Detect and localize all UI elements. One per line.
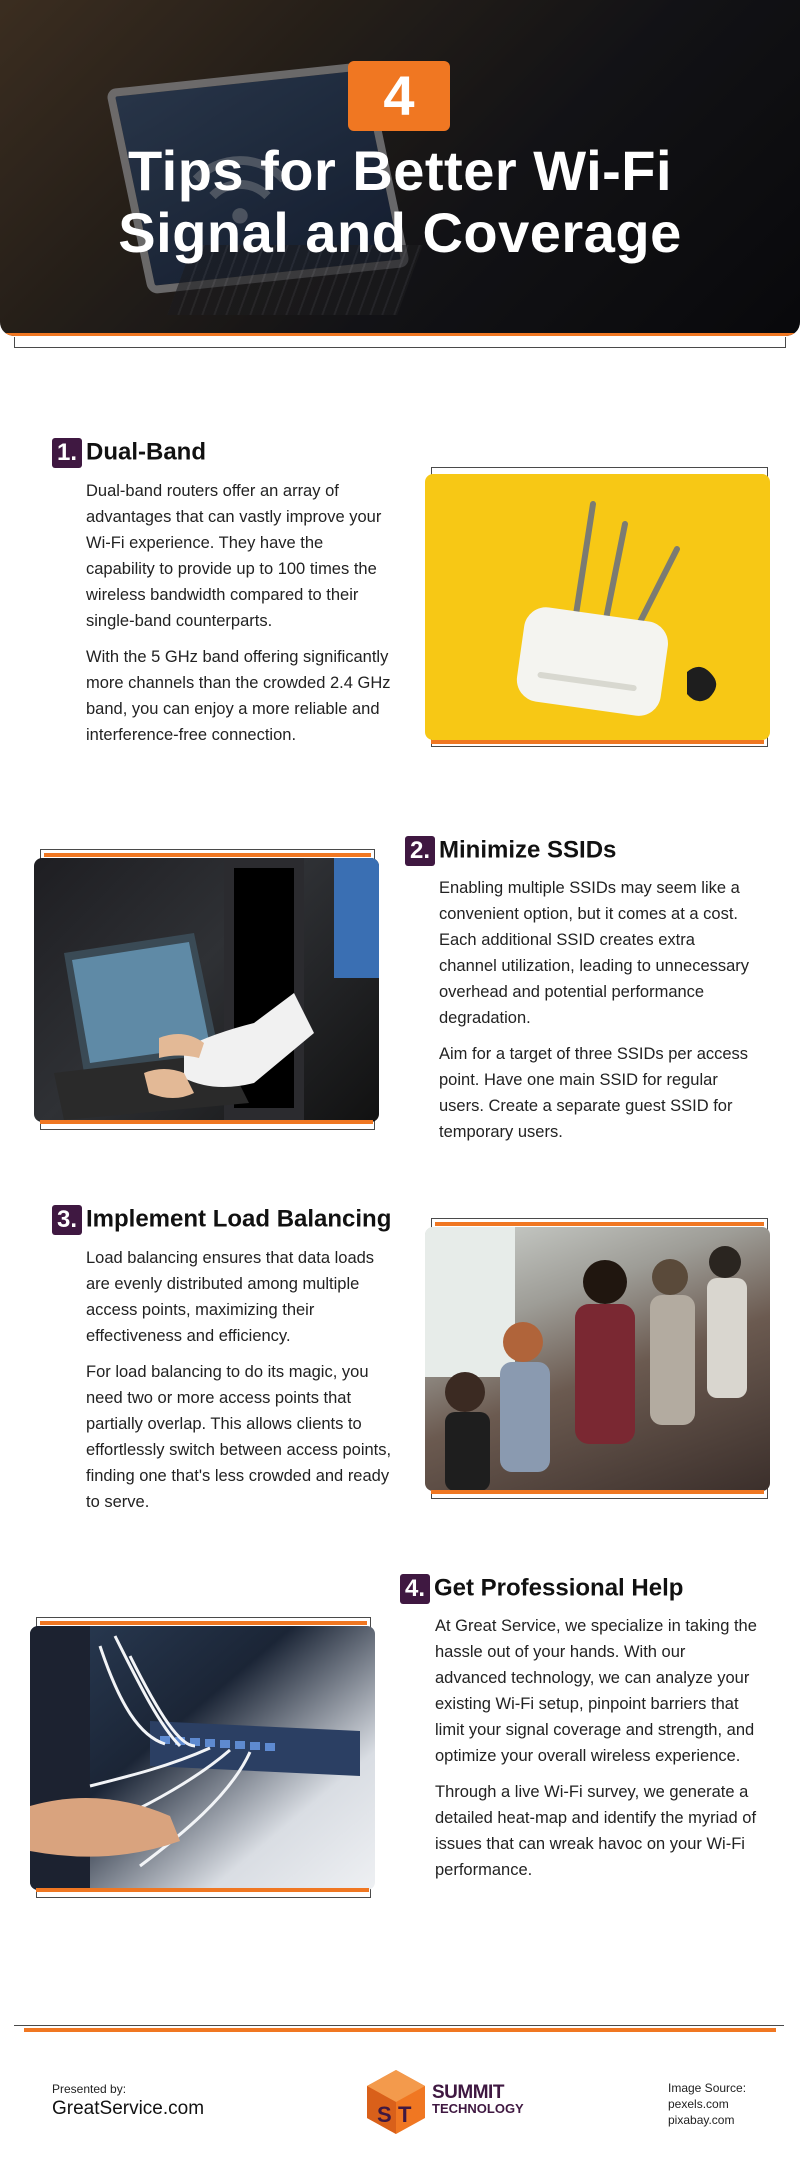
image-source-1: pexels.com	[668, 2097, 729, 2111]
section-4-number: 4.	[400, 1574, 430, 1604]
section-3-paragraph-1: Load balancing ensures that data loads are evenly distributed among multiple access points, maximizing their effectiveness and efficiency.	[86, 1249, 375, 1345]
section-2-paragraph-2: Aim for a target of three SSIDs per access point. Have one main SSID for regular users. Create a separate guest SSID for temporary users.	[439, 1045, 749, 1141]
hero-banner	[0, 0, 800, 336]
network-switch-photo	[30, 1626, 375, 1890]
section-4-photo-bar	[36, 1888, 369, 1892]
section-4-body	[435, 1613, 757, 1893]
footer-accent-bar	[24, 2028, 776, 2032]
section-4-title	[400, 1572, 683, 1605]
section-2-number: 2.	[405, 836, 435, 866]
title-line-1: Tips for Better Wi-Fi	[127, 139, 673, 202]
section-4-photo-bar-top	[40, 1621, 367, 1625]
section-3-title	[52, 1203, 391, 1236]
laptop-server-photo	[34, 858, 379, 1122]
section-2-photo-bar	[40, 1120, 373, 1124]
svg-text:T: T	[398, 2102, 412, 2127]
router-photo	[425, 474, 770, 740]
hero-frame	[14, 337, 786, 348]
logo-subtitle: TECHNOLOGY	[432, 2101, 524, 2116]
section-4-paragraph-1: At Great Service, we specialize in taking the hassle out of your hands. With our advanced technology, we can analyze your existing Wi-Fi setup, pinpoint barriers that limit your signal coverage and strength, and optimize your overall wireless experience.	[435, 1617, 757, 1765]
section-2-photo-bar-top	[44, 853, 371, 857]
image-source	[668, 2080, 746, 2128]
section-3-photo-bar	[431, 1490, 764, 1494]
page-title	[0, 140, 800, 264]
laptop-icon	[34, 858, 379, 1122]
title-line-2: Signal and Coverage	[118, 201, 682, 264]
router-icon	[425, 474, 770, 740]
switch-icon	[30, 1626, 375, 1890]
image-source-2: pixabay.com	[668, 2113, 735, 2127]
people-icon	[425, 1227, 770, 1491]
summit-logo-icon	[365, 2068, 427, 2136]
section-3-heading: Implement Load Balancing	[86, 1205, 392, 1233]
section-1-paragraph-1: Dual-band routers offer an array of advantages that can vastly improve your Wi-Fi experience. They have the capability to provide up to 100 times the wireless bandwidth compared to their single-band counterparts.	[86, 482, 382, 630]
section-1-photo-bar	[431, 740, 764, 744]
section-3-paragraph-2: For load balancing to do its magic, you need two or more access points that partially overlap. This allows clients to effortlessly switch between access points, finding one that's less crowded and ready to serve.	[86, 1363, 392, 1511]
section-1-paragraph-2: With the 5 GHz band offering significantly more channels than the crowded 2.4 GHz band, you can enjoy a more reliable and interference-free connection.	[86, 648, 391, 744]
section-1-body	[86, 478, 396, 758]
section-1-number: 1.	[52, 438, 82, 468]
section-2-paragraph-1: Enabling multiple SSIDs may seem like a convenient option, but it comes at a cost. Each additional SSID creates extra channel utilization, leading to unnecessary overhead and potential performance degradation.	[439, 879, 750, 1027]
crowd-phones-photo	[425, 1227, 770, 1491]
section-1-title	[52, 436, 206, 469]
svg-text:S: S	[377, 2102, 392, 2127]
logo-name: SUMMIT	[432, 2082, 504, 2103]
section-2-body	[439, 875, 757, 1155]
image-source-label: Image Source:	[668, 2081, 747, 2095]
section-2-heading: Minimize SSIDs	[439, 836, 617, 864]
section-4-heading: Get Professional Help	[434, 1574, 684, 1602]
tips-count-badge: 4	[348, 61, 450, 131]
section-3-body	[86, 1245, 396, 1525]
presenter-site: GreatService.com	[52, 2098, 205, 2119]
section-4-paragraph-2: Through a live Wi-Fi survey, we generate a detailed heat-map and identify the myriad of issues that can wreak havoc on your Wi-Fi performance.	[435, 1783, 757, 1879]
footer-divider	[14, 2025, 784, 2026]
section-3-photo-bar-top	[435, 1222, 764, 1226]
hero-accent-bar	[0, 333, 800, 336]
section-1-heading: Dual-Band	[86, 438, 206, 466]
section-2-title	[405, 834, 616, 867]
presented-by-label: Presented by:	[52, 2082, 127, 2096]
section-3-number: 3.	[52, 1205, 82, 1235]
